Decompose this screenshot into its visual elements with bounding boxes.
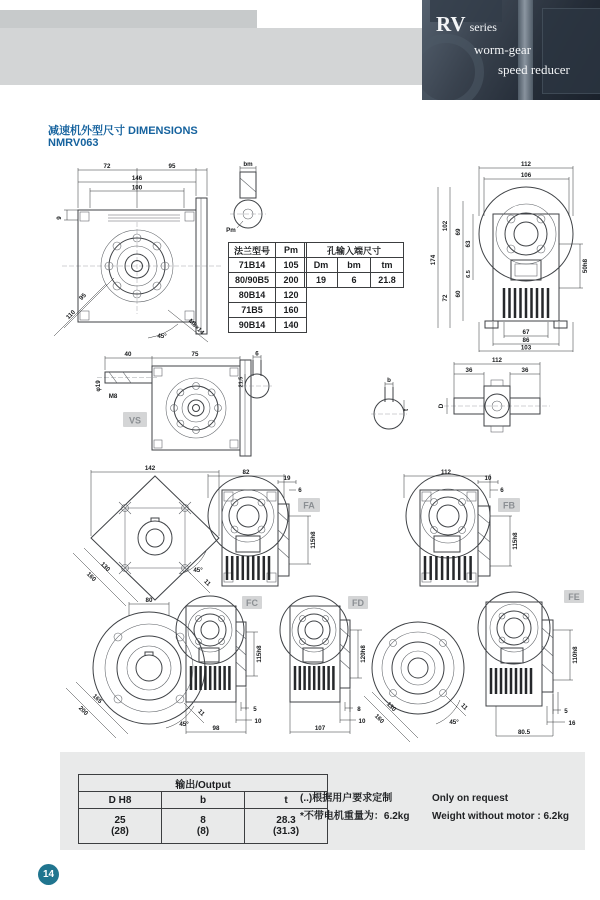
fb-view-drawing [386, 468, 534, 602]
value-alt: (31.3) [272, 826, 300, 837]
cell: 6 [338, 273, 371, 288]
cell: Dm [305, 258, 338, 273]
note-line-1 [300, 790, 569, 808]
table-row [305, 258, 404, 273]
model-number: NMRV063 [48, 137, 99, 149]
header-photo [422, 0, 600, 100]
cell: 90B14 [229, 318, 276, 333]
fc-badge-label: FC [246, 598, 258, 608]
cell: b [162, 792, 245, 809]
input-end-table [304, 242, 404, 288]
fe-badge-label: FE [568, 592, 580, 602]
flange-table [228, 242, 307, 333]
cell: 80/90B5 [229, 273, 276, 288]
dim-label: b [387, 377, 391, 384]
dim-label: t [403, 408, 410, 412]
dim-label: 75 [191, 351, 199, 358]
dim-label: 112 [492, 357, 502, 364]
dim-label: 165 [90, 692, 104, 706]
dim-label: 142 [144, 465, 156, 472]
brand-line3: speed reducer [498, 62, 570, 77]
angle-label: 45° [179, 721, 189, 728]
bore-detail-drawing [368, 376, 412, 438]
dim-label: 115h8 [256, 645, 263, 663]
table-row [229, 258, 307, 273]
vs-badge-label: VS [128, 415, 142, 426]
cell: 105 [276, 258, 307, 273]
dim-label: 6 [298, 487, 302, 494]
cell: t [245, 792, 328, 809]
cell: 140 [276, 318, 307, 333]
dim-label: 98 [212, 725, 220, 732]
fc-view-drawing [166, 590, 268, 742]
dim-label: 100 [131, 184, 143, 192]
dim-label: 130 [384, 700, 398, 714]
front-view-drawing [50, 158, 235, 346]
table-row [229, 303, 307, 318]
dim-label: 86 [522, 337, 530, 344]
dim-label: 72 [442, 294, 449, 302]
angle-label: 45° [449, 719, 459, 726]
cell: 200 [276, 273, 307, 288]
dim-label: 146 [131, 175, 143, 182]
dim-label: 36 [521, 367, 529, 374]
dim-label: 11 [459, 702, 469, 712]
dim-label: 11 [196, 708, 206, 718]
flange-col-header: 法兰型号 [229, 243, 276, 258]
dim-label: 130 [98, 560, 112, 574]
thread-label: M8 [108, 393, 118, 400]
keyway-detail-drawing [240, 350, 282, 406]
fa-view-drawing [196, 468, 326, 602]
header-gray-band [0, 28, 422, 85]
dim-label: 11 [202, 578, 212, 588]
cell: 80B14 [229, 288, 276, 303]
dim-label: 6 [255, 350, 259, 358]
cell: 21.8 [371, 273, 404, 288]
brand-text [422, 0, 600, 100]
dim-label: 67 [522, 329, 530, 336]
thread-label: M8×14 [186, 317, 206, 337]
dim-label: 106 [520, 172, 532, 179]
cell: D H8 [79, 792, 162, 809]
dim-label: 102 [442, 220, 449, 232]
dim-label: 6 [500, 487, 504, 494]
fe-view-drawing [456, 584, 596, 744]
output-table [78, 774, 328, 844]
table-row [229, 273, 307, 288]
cell: 71B14 [229, 258, 276, 273]
note2-cn: *不带电机重量为：6.2kg [300, 811, 410, 822]
dim-label: 6.5 [466, 270, 472, 278]
dim-label: 200 [76, 704, 90, 718]
dim-label: 60 [455, 290, 462, 298]
dim-label: 115h8 [512, 532, 519, 550]
dim-label: 63 [465, 240, 472, 248]
cell: 120 [276, 288, 307, 303]
dim-label: 160 [372, 712, 386, 726]
dim-label: 174 [430, 254, 437, 266]
dim-label: D [438, 403, 445, 409]
flange-col-header: Pm [276, 243, 307, 258]
dim-label: 19 [283, 475, 291, 482]
footnotes [300, 790, 569, 826]
dim-label: 112 [521, 161, 531, 168]
double-output-drawing [438, 356, 556, 456]
dim-label: 40 [124, 351, 132, 358]
table-title: 孔输入端尺寸 [305, 243, 404, 258]
note1-en: Only on request [432, 793, 509, 804]
brand-series: series [469, 20, 497, 34]
dim-label: 69 [455, 228, 462, 236]
dim-label: 16 [568, 720, 576, 727]
dim-label: Pm [226, 227, 236, 234]
value: 8 [200, 815, 206, 826]
cell [79, 809, 162, 844]
dim-label: 9 [56, 216, 63, 220]
dim-label: 10 [484, 475, 492, 482]
value-alt: (28) [111, 826, 129, 837]
fa-badge-label: FA [303, 500, 315, 511]
dim-label: bm [243, 161, 253, 168]
note-line-2 [300, 808, 569, 826]
page-number-badge: 14 [38, 864, 59, 885]
cell: 19 [305, 273, 338, 288]
dim-label: 115h8 [310, 531, 317, 549]
note1-cn: (..)根据用户要求定制 [300, 793, 393, 804]
angle-label: 45° [157, 333, 167, 340]
table-row [79, 792, 328, 809]
dim-label: 95 [78, 292, 88, 302]
brand-line1 [436, 12, 497, 37]
dim-label: 95 [168, 163, 176, 170]
section-title: 减速机外型尺寸 DIMENSIONS [48, 125, 198, 137]
dim-label: 10 [358, 718, 366, 725]
dim-label: 80 [145, 597, 153, 604]
value: 28.3 [276, 815, 296, 826]
table-row [305, 273, 404, 288]
table-title: 输出/Output [79, 775, 328, 792]
fd-badge-label: FD [352, 598, 364, 608]
rear-view-drawing [430, 156, 598, 354]
dim-label: 5 [564, 708, 568, 715]
dim-label: 10 [254, 718, 262, 725]
brand-rv: RV [436, 12, 466, 36]
dim-label: φ19 [95, 380, 102, 392]
dim-label: 82 [242, 469, 250, 476]
value: 25 [114, 815, 126, 826]
dim-label: 72 [103, 163, 111, 170]
dim-label: 112 [441, 469, 451, 476]
angle-label: 45° [193, 567, 203, 574]
input-shaft-detail [224, 158, 274, 236]
dim-label: 103 [520, 344, 532, 352]
dim-label: 110h8 [572, 646, 579, 664]
value-alt: (8) [196, 826, 210, 837]
dim-label: 80.5 [517, 729, 531, 736]
dim-label: 120h8 [360, 645, 367, 663]
cell: tm [371, 258, 404, 273]
cell: 71B5 [229, 303, 276, 318]
dim-label: 50h8 [582, 258, 589, 274]
dim-label: 5 [253, 706, 257, 713]
dim-label: 21.5 [238, 376, 245, 388]
dim-label: 8 [357, 706, 361, 713]
table-row [229, 318, 307, 333]
brand-line2: worm-gear [474, 42, 532, 57]
dim-label: 36 [465, 367, 473, 374]
table-row [229, 288, 307, 303]
table-row [79, 809, 328, 844]
cell: bm [338, 258, 371, 273]
cell [162, 809, 245, 844]
cell: 160 [276, 303, 307, 318]
dim-label: 160 [84, 570, 98, 584]
dim-label: 110 [64, 308, 77, 321]
fb-badge-label: FB [503, 500, 515, 511]
note2-en: Weight without motor : 6.2kg [432, 811, 570, 822]
dim-label: 107 [314, 725, 326, 732]
